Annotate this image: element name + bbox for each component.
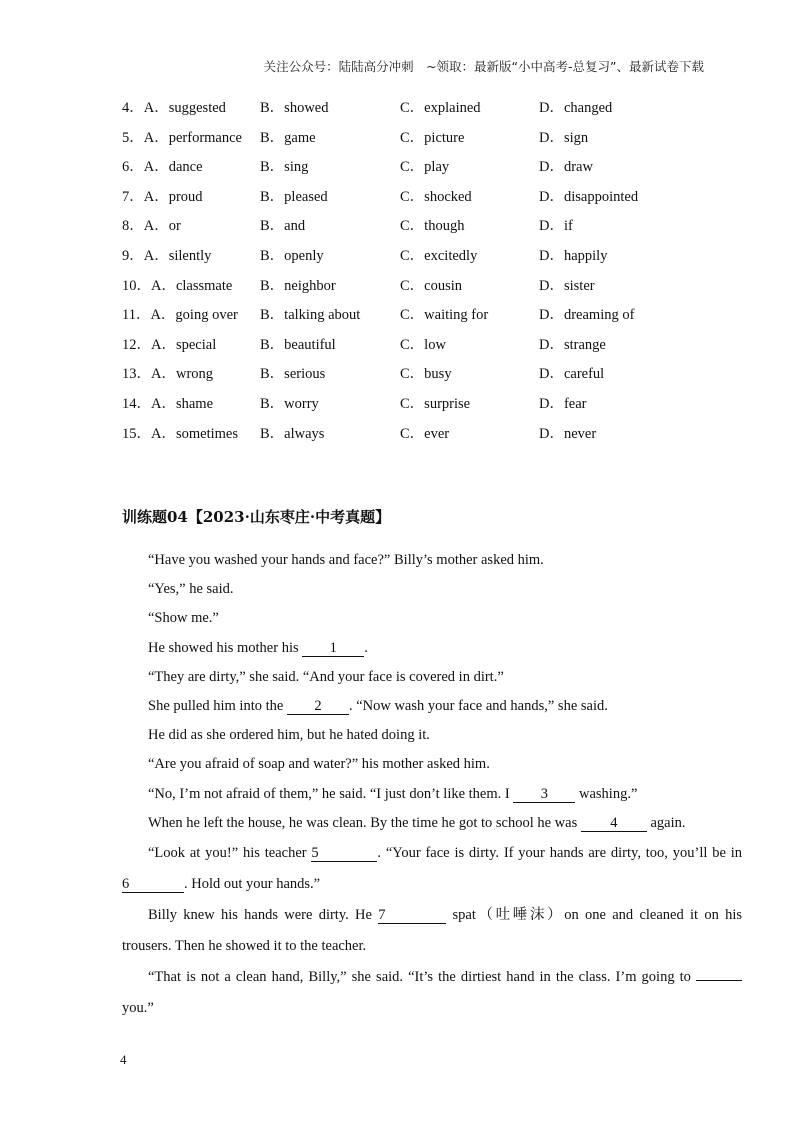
text: . Hold out your hands.” — [184, 876, 321, 893]
option-row — [122, 303, 722, 333]
text: spat（吐唾沫）on one and cleaned it on his trousers. Then he showed it to the teacher. — [122, 907, 743, 955]
option-b: B．serious — [260, 366, 326, 383]
option-a: 11．A．going over — [122, 307, 238, 324]
text: She pulled him into the — [148, 698, 287, 715]
option-c: C．picture — [400, 129, 465, 146]
option-row — [122, 155, 722, 185]
option-c: C．ever — [400, 425, 450, 442]
option-d: D．never — [539, 425, 597, 442]
text: Billy knew his hands were dirty. He — [148, 907, 379, 924]
option-row — [122, 422, 722, 452]
option-c: C．cousin — [400, 277, 463, 294]
passage-line: He did as she ordered him, but he hated doing it. — [148, 727, 430, 744]
passage-line: “Show me.” — [148, 610, 219, 627]
option-a: 5．A．performance — [122, 129, 242, 146]
section-title: 训练题04【2023·山东枣庄·中考真题】 — [122, 508, 391, 526]
passage-line — [122, 809, 742, 838]
option-d: D．sign — [539, 129, 589, 146]
text: again. — [646, 814, 686, 831]
text: When he left the house, he was clean. By the time he got to school he was — [148, 814, 581, 831]
text: . — [364, 639, 368, 656]
option-row — [122, 362, 722, 392]
passage-paragraph — [122, 900, 742, 962]
option-c: C．play — [400, 159, 450, 176]
option-c: C．explained — [400, 100, 481, 116]
passage-paragraph — [122, 838, 742, 900]
option-b: B．always — [260, 425, 325, 442]
page-header: 关注公众号：陆陆高分冲刺 ~领取：最新版“小中高考-总复习”、最新试卷下载 — [263, 59, 704, 74]
option-row — [122, 392, 722, 422]
text: “No, I’m not afraid of them,” he said. “I just don’t like them. I — [148, 785, 514, 802]
option-b: B．worry — [260, 395, 319, 412]
blank-3: 3 — [513, 786, 575, 803]
text: “That is not a clean hand, Billy,” she said. “It’s the dirtiest hand in the class. I’m going to — [148, 969, 696, 986]
option-a: 8．A．or — [122, 218, 181, 235]
option-a: 14．A．shame — [122, 395, 214, 412]
passage-line: “Yes,” he said. — [148, 581, 234, 598]
option-d: D．dreaming of — [539, 307, 635, 324]
blank-1: 1 — [302, 640, 364, 657]
option-row — [122, 333, 722, 363]
text: . “Your face is dirty. If your hands are dirty, too, you’ll be in — [377, 845, 743, 862]
option-b: B．and — [260, 218, 306, 235]
option-row — [122, 214, 722, 244]
option-b: B．showed — [260, 100, 329, 116]
option-d: D．disappointed — [539, 188, 639, 205]
passage-line — [122, 692, 742, 721]
option-b: B．talking about — [260, 307, 361, 324]
blank-7: 7 — [378, 907, 446, 924]
passage-line — [122, 780, 742, 809]
option-d: D．happily — [539, 247, 608, 264]
option-a: 9．A．silently — [122, 247, 212, 264]
option-a: 7．A．proud — [122, 188, 203, 205]
blank-2: 2 — [287, 698, 349, 715]
blank-8 — [696, 980, 742, 981]
text: . “Now wash your face and hands,” she said. — [348, 698, 608, 715]
option-a: 4．A．suggested — [122, 100, 226, 116]
option-b: B．game — [260, 129, 316, 146]
option-d: D．draw — [539, 159, 593, 176]
option-c: C．waiting for — [400, 307, 489, 324]
option-d: D．sister — [539, 277, 595, 294]
option-b: B．sing — [260, 159, 309, 176]
option-row — [122, 244, 722, 274]
passage-line: “Have you washed your hands and face?” Billy’s mother asked him. — [148, 552, 544, 568]
options-list — [122, 96, 722, 451]
blank-6: 6 — [122, 876, 184, 893]
option-row — [122, 185, 722, 215]
option-a: 13．A．wrong — [122, 366, 214, 383]
option-c: C．though — [400, 218, 465, 235]
text: He showed his mother his — [148, 639, 303, 656]
option-row — [122, 96, 722, 126]
text: “Look at you!” his teacher — [148, 845, 312, 862]
option-b: B．neighbor — [260, 277, 336, 294]
option-b: B．pleased — [260, 188, 328, 205]
option-c: C．excitedly — [400, 247, 478, 264]
option-a: 15．A．sometimes — [122, 425, 238, 442]
passage-line — [122, 634, 742, 663]
option-a: 12．A．special — [122, 336, 217, 353]
option-a: 6．A．dance — [122, 159, 203, 176]
option-row — [122, 126, 722, 156]
text: washing.” — [575, 785, 638, 802]
option-b: B．openly — [260, 247, 324, 264]
option-c: C．shocked — [400, 188, 472, 205]
option-d: D．strange — [539, 336, 606, 353]
option-d: D．careful — [539, 366, 605, 383]
option-d: D．if — [539, 218, 573, 235]
blank-4: 4 — [581, 815, 647, 832]
page-number: 4 — [120, 1052, 127, 1067]
text: you.” — [122, 1000, 154, 1017]
option-d: D．changed — [539, 100, 613, 116]
passage — [122, 546, 742, 1024]
passage-paragraph — [122, 962, 742, 1024]
option-c: C．low — [400, 336, 446, 353]
option-row — [122, 274, 722, 304]
option-b: B．beautiful — [260, 336, 336, 353]
passage-line: “They are dirty,” she said. “And your face is covered in dirt.” — [148, 668, 504, 685]
blank-5: 5 — [311, 845, 377, 862]
option-d: D．fear — [539, 395, 587, 412]
passage-line: “Are you afraid of soap and water?” his mother asked him. — [148, 756, 490, 773]
option-a: 10．A．classmate — [122, 277, 233, 294]
option-c: C．busy — [400, 366, 452, 383]
option-c: C．surprise — [400, 395, 471, 412]
